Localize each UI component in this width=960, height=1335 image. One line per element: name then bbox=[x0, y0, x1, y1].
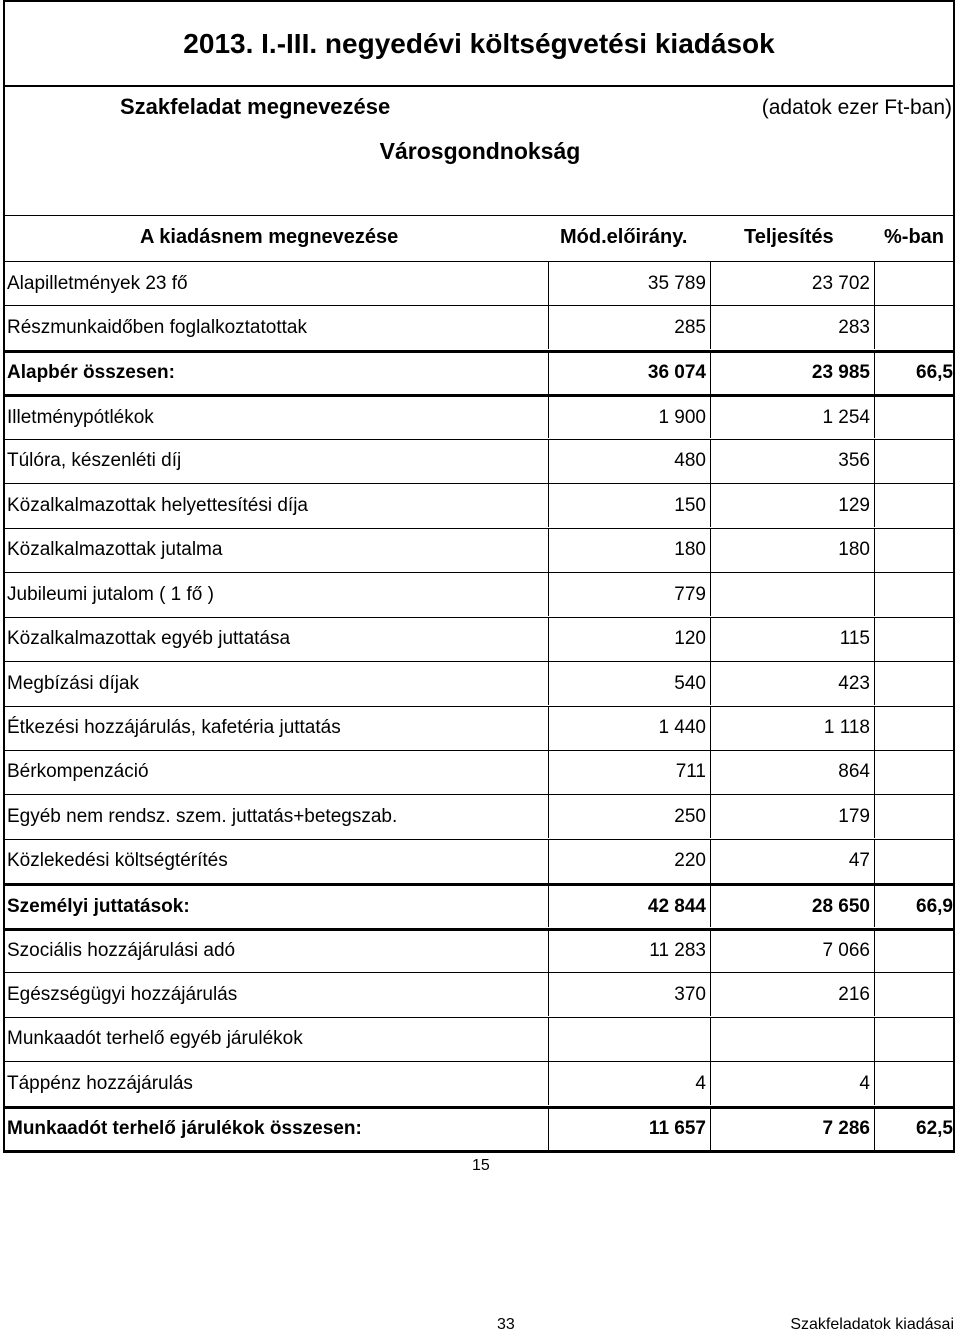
page-title: 2013. I.-III. negyedévi költségvetési kiadások bbox=[183, 28, 775, 59]
row-name: Közalkalmazottak jutalma bbox=[7, 539, 223, 561]
row-mod-value: 42 844 bbox=[548, 886, 710, 927]
row-name: Alapbér összesen: bbox=[7, 362, 175, 384]
row-mod-value: 1 440 bbox=[548, 707, 710, 750]
row-name: Személyi juttatások: bbox=[7, 895, 190, 917]
row-name: Munkaadót terhelő járulékok összesen: bbox=[7, 1118, 362, 1140]
table-row bbox=[3, 972, 955, 1016]
row-pct-value bbox=[874, 973, 955, 1016]
row-name: Egészségügyi hozzájárulás bbox=[7, 983, 238, 1005]
row-telj-value: 28 650 bbox=[710, 886, 874, 927]
row-pct-value bbox=[874, 262, 955, 305]
row-mod-value: 1 900 bbox=[548, 397, 710, 438]
row-telj-value: 4 bbox=[710, 1062, 874, 1105]
units-note: (adatok ezer Ft-ban) bbox=[761, 96, 952, 119]
table-row bbox=[3, 661, 955, 705]
row-mod-value bbox=[548, 1018, 710, 1061]
row-pct-value bbox=[874, 484, 955, 527]
inner-page-number: 15 bbox=[472, 1157, 490, 1174]
table-row bbox=[3, 572, 955, 616]
column-header-name: A kiadásnem megnevezése bbox=[140, 226, 399, 248]
row-telj-value: 129 bbox=[710, 484, 874, 527]
column-header-pct: %-ban bbox=[884, 226, 944, 248]
row-name: Étkezési hozzájárulás, kafetéria juttatás bbox=[7, 717, 341, 738]
row-telj-value: 864 bbox=[710, 751, 874, 794]
table-row bbox=[3, 839, 955, 883]
row-pct-value bbox=[874, 840, 955, 883]
row-name: Táppénz hozzájárulás bbox=[7, 1072, 193, 1094]
row-mod-value: 250 bbox=[548, 795, 710, 838]
table-row bbox=[3, 394, 955, 438]
table-row bbox=[3, 1017, 955, 1061]
row-name: Közalkalmazottak egyéb juttatása bbox=[7, 628, 291, 650]
row-telj-value: 1 254 bbox=[710, 397, 874, 438]
subtitle-label: Szakfeladat megnevezése bbox=[120, 94, 391, 119]
row-pct-value bbox=[874, 1062, 955, 1105]
row-pct-value bbox=[874, 440, 955, 483]
row-telj-value: 180 bbox=[710, 529, 874, 572]
row-mod-value: 220 bbox=[548, 840, 710, 883]
footer-label: Szakfeladatok kiadásai bbox=[790, 1316, 954, 1333]
row-telj-value: 23 702 bbox=[710, 262, 874, 305]
table-row bbox=[3, 883, 955, 927]
row-name: Illetménypótlékok bbox=[7, 406, 154, 428]
row-name: Egyéb nem rendsz. szem. juttatás+betegszab. bbox=[7, 805, 398, 827]
row-mod-value: 779 bbox=[548, 573, 710, 616]
row-telj-value: 7 066 bbox=[710, 931, 874, 972]
row-telj-value: 47 bbox=[710, 840, 874, 883]
row-pct-value bbox=[874, 1018, 955, 1061]
row-mod-value: 370 bbox=[548, 973, 710, 1016]
row-pct-value bbox=[874, 751, 955, 794]
row-telj-value: 356 bbox=[710, 440, 874, 483]
row-pct-value: 66,9 bbox=[874, 886, 955, 927]
row-name: Közalkalmazottak helyettesítési díja bbox=[7, 494, 308, 516]
row-name: Túlóra, készenléti díj bbox=[7, 450, 182, 472]
row-pct-value bbox=[874, 931, 955, 972]
table-row bbox=[3, 350, 955, 394]
row-pct-value bbox=[874, 573, 955, 616]
page-number: 33 bbox=[497, 1316, 515, 1333]
row-pct-value: 66,5 bbox=[874, 353, 955, 394]
row-mod-value: 285 bbox=[548, 306, 710, 349]
table-row bbox=[3, 261, 955, 305]
row-pct-value bbox=[874, 795, 955, 838]
row-pct-value bbox=[874, 662, 955, 705]
row-mod-value: 35 789 bbox=[548, 262, 710, 305]
row-telj-value: 7 286 bbox=[710, 1109, 874, 1150]
row-telj-value: 423 bbox=[710, 662, 874, 705]
table-row bbox=[3, 439, 955, 483]
row-telj-value: 283 bbox=[710, 306, 874, 349]
row-name: Közlekedési költségtérítés bbox=[7, 850, 228, 872]
row-mod-value: 4 bbox=[548, 1062, 710, 1105]
row-name: Jubileumi jutalom ( 1 fő ) bbox=[7, 583, 214, 605]
row-telj-value: 23 985 bbox=[710, 353, 874, 394]
row-telj-value: 179 bbox=[710, 795, 874, 838]
row-pct-value: 62,5 bbox=[874, 1109, 955, 1150]
row-pct-value bbox=[874, 618, 955, 661]
table-row bbox=[3, 483, 955, 527]
row-mod-value: 11 657 bbox=[548, 1109, 710, 1150]
row-pct-value bbox=[874, 707, 955, 750]
row-telj-value bbox=[710, 573, 874, 616]
row-mod-value: 150 bbox=[548, 484, 710, 527]
header-divider bbox=[3, 215, 955, 216]
row-telj-value: 216 bbox=[710, 973, 874, 1016]
row-name: Részmunkaidőben foglalkoztatottak bbox=[7, 316, 307, 338]
table-row bbox=[3, 1106, 955, 1150]
row-mod-value: 36 074 bbox=[548, 353, 710, 394]
row-telj-value: 115 bbox=[710, 618, 874, 661]
row-name: Alapilletmények 23 fő bbox=[7, 272, 188, 294]
row-pct-value bbox=[874, 306, 955, 349]
table-row bbox=[3, 928, 955, 972]
row-pct-value bbox=[874, 529, 955, 572]
table-bottom-border bbox=[3, 1150, 955, 1153]
row-name: Megbízási díjak bbox=[7, 672, 140, 694]
table-row bbox=[3, 1061, 955, 1105]
row-name: Bérkompenzáció bbox=[7, 761, 149, 783]
table-row bbox=[3, 617, 955, 661]
row-mod-value: 11 283 bbox=[548, 931, 710, 972]
row-mod-value: 711 bbox=[548, 751, 710, 794]
row-pct-value bbox=[874, 397, 955, 438]
row-name: Munkaadót terhelő egyéb járulékok bbox=[7, 1028, 303, 1050]
row-mod-value: 120 bbox=[548, 618, 710, 661]
table-row bbox=[3, 305, 955, 349]
table-row bbox=[3, 528, 955, 572]
table-row bbox=[3, 750, 955, 794]
row-mod-value: 540 bbox=[548, 662, 710, 705]
title-row bbox=[3, 0, 955, 87]
table-row bbox=[3, 706, 955, 750]
row-telj-value: 1 118 bbox=[710, 707, 874, 750]
column-header-telj: Teljesítés bbox=[744, 226, 834, 248]
row-mod-value: 480 bbox=[548, 440, 710, 483]
column-header-mod: Mód.előirány. bbox=[560, 226, 688, 248]
row-mod-value: 180 bbox=[548, 529, 710, 572]
table-row bbox=[3, 794, 955, 838]
row-telj-value bbox=[710, 1018, 874, 1061]
row-name: Szociális hozzájárulási adó bbox=[7, 940, 236, 962]
department-name: Városgondnokság bbox=[379, 138, 581, 164]
